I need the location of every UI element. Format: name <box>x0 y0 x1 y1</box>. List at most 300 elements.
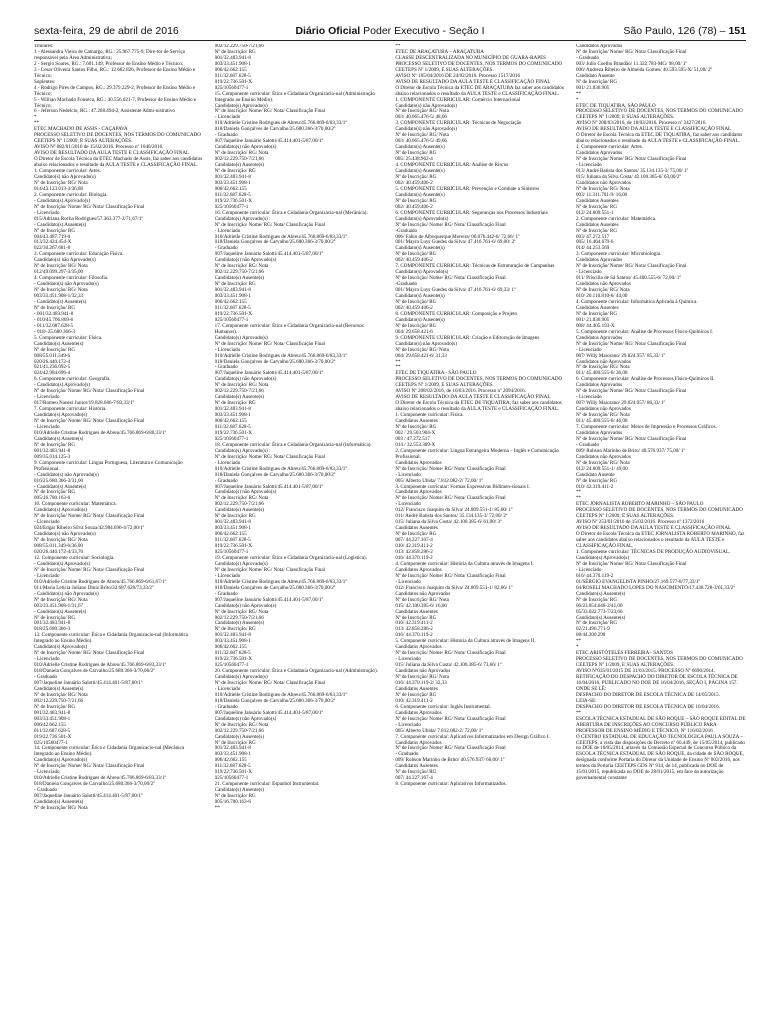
text-line: 010/Adrielle Cristine Rodrigues de Abreu/45.766.869-6/83,33/1º <box>214 352 347 359</box>
text-line: AVISO Nº 082/01/2016 de 15/02/2016. Processo nº 1040/2016. <box>34 144 164 151</box>
text-line: 008/55.011.349-6/36,00 <box>34 543 83 550</box>
text-line: 003/33.451.908-1/32,33 <box>34 293 84 300</box>
text-line: - Candidato(s) Aprovado(s) <box>34 197 91 204</box>
text-line: 019/22.736.501-X <box>214 197 253 204</box>
text-line: 001/32.483.941-8 <box>34 447 71 454</box>
text-line: 010/ 20.110.810-6/ 44,00 <box>575 293 628 300</box>
text-line: DESPACHO DO DIRETOR DE ESCOLA TÉCNICA DE 14/05/2015. <box>575 691 720 698</box>
text-line: Candidato(s) Ausente(s) <box>395 245 445 252</box>
text-line: 4. Componente curricular: História da Cultura através de Imagens I. <box>395 560 534 567</box>
text-line: - Graduado <box>214 477 238 484</box>
text-line: 010/Adrielle Cristine Rodrigues de Abreu/45.766.869-6/83,33/1º <box>214 233 347 240</box>
text-line: 2. Componente curricular: Língua Estrangeira Moderna – Inglês e Comunicação Profissional. <box>395 447 560 460</box>
text-line: 007/Jaqueline Januário Salotti/45.414.401-5/87,00/1º <box>214 709 324 716</box>
text-line: 025/10560477-1 <box>214 316 249 323</box>
text-line: 011/32.687.628-5 <box>214 537 251 544</box>
text-line: 4. Componente curricular: Informática Aplicada à Química. <box>575 298 698 305</box>
text-line: 022/30.267.681-8 <box>34 245 71 252</box>
text-line: 001/ 21.836.905 <box>575 84 610 91</box>
text-line: 008/ 44.405.193-X <box>575 322 615 329</box>
text-line: 018/25.680.366-3 <box>34 626 71 633</box>
text-line: - Licenciado <box>395 501 421 508</box>
text-line: AVISO DE RESULTADO DA AULA TESTE E CLASSIFICAÇÃO FINAL <box>34 150 190 157</box>
text-line: 012/49.099.297-3/35,00 <box>34 269 84 276</box>
text-line: Candidato(s) Ausente(s) <box>395 316 445 323</box>
text-line: Nº de Inscrição/ RG <box>575 78 618 85</box>
text-line: Nº de Inscrição/ Nome/ RG/ Nota/ Classificação Final <box>395 650 506 657</box>
text-line: - 001/32.483.941-8 <box>34 310 74 317</box>
text-line: Candidato(s) não Aprovado(s) <box>214 376 277 383</box>
text-line: 025/10560477-1 <box>214 775 249 782</box>
text-line: * <box>575 96 579 103</box>
text-line: 1. Componente curricular: Artes. <box>34 168 101 175</box>
text-line: Candidato(s) Ausente(s) <box>395 293 445 300</box>
text-line: 010/Adrielle Cristine Rodrigues de Abreu/45.766.869-6/83,33/1º <box>214 691 347 698</box>
text-line: 1. COMPONENTE CURRICULAR: Comércio Internacional <box>395 96 521 103</box>
text-line: - Candidato(s) Ausente(s) <box>34 298 87 305</box>
text-line: Nº de Inscrição/ Nome/ RG/ Nota/ Classificação Final <box>395 495 506 502</box>
text-line: Candidato(s) Aprovado(s) <box>214 215 268 222</box>
text-line: Candidato(s) Aprovado(s) <box>395 215 449 222</box>
text-line: - Graduado <box>575 441 600 448</box>
text-line: 002/12.229.750-7/21,66 <box>214 727 264 734</box>
text-line: 013/ André Batista dos Santos/ 35.134.135-3/ 75,00/ 1º <box>575 168 689 175</box>
column-3 <box>395 44 565 1016</box>
text-columns <box>34 44 746 1016</box>
text-line: Candidatos Aprovados <box>575 150 623 157</box>
text-line: 013/ 42.858.286-2 <box>395 549 433 556</box>
text-line: - 011/32.687.628-5 <box>34 322 74 329</box>
text-line: Nº de Inscrição/ RG <box>575 310 618 317</box>
text-line: Nº de Inscrição/ RG/ Nota <box>395 132 449 139</box>
text-line: 004/ 29.658.421-6 <box>395 328 433 335</box>
text-line: - Graduado <box>214 245 238 252</box>
text-line: Nº de Inscrição/ RG/ Nota <box>214 263 269 270</box>
text-line: - Graduado <box>214 364 238 371</box>
text-line: 5 - Willian Machado Fonseca, RG.: 40.556.021-7, Professor de Ensino Médio e Técnico; <box>34 96 197 109</box>
text-line: 002/12.229.750-7/21,66 <box>214 501 264 508</box>
text-line: 024/Edgar Ribeiro Silva Souza/42.984.696-4/72,00/1º <box>34 525 145 532</box>
text-line: Candidato(s) não Aprovado(s) <box>214 144 277 151</box>
text-line: Nº de Inscrição/ RG <box>214 793 256 800</box>
text-line: RETIFICAÇÃO DO DESPACHO DO DIRETOR DE ESCOLA TÉCNICA DE 16/04/2016, PUBLICADO NO DOE DE 16/04/2016, SEÇÃO I, PÁGINA 157. <box>575 674 738 686</box>
text-line: Suplentes: <box>34 78 56 85</box>
page-number: 151 <box>728 25 746 37</box>
text-line: - Licenciado <box>214 685 241 692</box>
text-line: - Candidato(s) não Aprovado(s) <box>34 471 99 478</box>
text-line: 001/32.483.941-8 <box>214 745 251 752</box>
text-line: AVISO DE RESULTADO DA AULA TESTE E CLASSIFICAÇÃO FINAL <box>395 394 551 401</box>
text-line: Nº de Inscrição/ RG <box>395 614 437 621</box>
text-line: ** <box>575 495 582 502</box>
text-line: 005/16.780.163-6 <box>34 495 71 502</box>
text-line: 1 - Alessandra Vieira de Camargo, RG.: 25.967.775-9, Dire-tor de Serviço responsável pela Área Administrativa; <box>34 48 186 61</box>
text-line: - Licenciado <box>34 394 60 401</box>
text-line: 009/35.014.125-3 <box>34 453 71 460</box>
text-line: 007/Jaqueline Januário Salotti/45.414.401-5/87,00/1º <box>214 596 324 603</box>
text-line: 01/SÉRGIO EVANGELISTA PINHO/27.169.577-8/77,33/1º <box>575 578 701 585</box>
text-line: AVISO DE RESULTADO DA AULA TESTE E CLASSIFICAÇÃO FINAL <box>575 126 732 133</box>
text-line: 003/33.451.908-1 <box>214 638 251 645</box>
text-line: 016/ 44.370.119-2 <box>575 572 614 579</box>
text-line: 18. Componente curricular: Ética e Cidadania Organizacio-nal (Informática). <box>214 441 372 448</box>
text-line: Candidatos Aprovados <box>395 709 442 716</box>
text-line: 010/Adrielle Cristine Rodrigues de Abreu/45.766.869-6/83,33/1º <box>214 578 347 585</box>
text-line: 010/ 42.319.411-2 <box>395 697 433 704</box>
text-line: 019/22.736.501-X <box>214 656 253 663</box>
text-line: - Licenciado <box>575 566 602 573</box>
text-line: - Licenciado <box>214 227 241 234</box>
text-line: - Licenciado <box>395 578 421 585</box>
text-line: 007/Jaqueline Januário Salotti/45.414.401-5/87,00/1º <box>214 251 324 258</box>
text-line: Candidato(s) Ausente(s) <box>214 394 265 401</box>
text-line: 018/Daniela Gonçalves de Carvalho/25.680.366-3/70,00/2º <box>214 697 336 704</box>
text-line: ETEC DE ARAÇATUBA – ARAÇATUBA <box>395 48 484 55</box>
text-line: 003/ 11.311.701-9/ 16,00 <box>575 191 628 198</box>
text-line: Candidatos Aprovados <box>575 257 623 264</box>
text-line: 6. COMPONENTE CURRICULAR: Seguranças nos Processos Industriais <box>395 209 548 216</box>
text-line: 2. Componente curricular: Matemática. <box>575 215 657 222</box>
text-line: 16. Componente curricular: Ética e Cidadania Organizacio-nal (Mecânica). <box>214 209 368 216</box>
text-line: Nº de Inscrição/ RG/ Nota <box>395 674 449 681</box>
text-line: 003/ 40.665.476-5/ 49,66 <box>395 138 447 145</box>
text-line: Nº de Inscrição/ RG/ Nota <box>34 287 88 294</box>
text-line: 002/12.229.750-7/21,66 <box>214 269 264 276</box>
text-line: Candidatos Aprovados <box>395 459 442 466</box>
text-line: Candidatos Ausentes <box>575 221 619 228</box>
text-line: 001/32.483.941-8 <box>34 709 71 716</box>
text-line: Nº de Inscrição/ RG/ Nota <box>395 346 449 353</box>
text-line: 018/Daniela Gonçalves de Carvalho/25.680.366-3/70,00/2º <box>214 584 336 591</box>
text-line: 002/ 40.459.406-2 <box>395 304 433 311</box>
text-line: Nº de Inscrição/ Nome/ RG/ Nota/ Classificação Final <box>575 340 687 347</box>
text-line: 012/ Francisco Joaquim da Silva/ 24.809.551-1/ 85,00/ 1º <box>395 507 513 514</box>
text-line: - Licenciado <box>214 459 241 466</box>
text-line: 003/ Julio Coelho Brandão/ 11.322.783-MG/ 98,00/ 1º <box>575 60 688 67</box>
text-line: 025/10560477-1 <box>214 549 249 556</box>
text-line: Nº de Inscrição/ Nome/ RG/ Nota/ Classificação Final <box>395 572 506 579</box>
text-line: Nº de Inscrição/ RG/ Nota <box>34 537 88 544</box>
text-line: Candidato(s) não Aprovado(s) <box>34 531 96 538</box>
text-line: 2 - Sergio Soares, RG.: 7.601.149, Professor de Ensino Médio e Técnico; <box>34 60 184 67</box>
text-line: * <box>34 114 37 121</box>
text-line: Nº de Inscrição/ Nome/ RG/ Nota/ Classificação Final <box>34 203 145 210</box>
text-line: 010/Adrielle Cristine Rodrigues de Abreu/45.766.869-6/83,33/1º <box>214 120 347 127</box>
text-line: - Licenciado <box>34 656 60 663</box>
text-line: 015/ Juliana da Silva Costa/ 42.100.385-6/ 73,66/ 1º <box>395 662 502 669</box>
text-line: Nº de Inscrição/ RG <box>395 769 437 776</box>
text-line: 018/Daniela Gonçalves de Carvalho/25.680.366-3/70,00/2º <box>214 471 336 478</box>
text-line: Candidato(s) Ausente(s) <box>214 275 265 282</box>
text-line: Nº de Inscrição/ RG/ Nota <box>214 608 269 615</box>
text-line: 3 - Cesar Oliveira Santos Filho, RG.: 12.682.826, Professor de Ensino Médio e Técnico; <box>34 66 196 79</box>
text-line: 008/55.011.349-6 <box>34 352 71 359</box>
text-line: 007/ Willy Maiorano/ 29.824.957/ 80,33/ 1º <box>575 400 666 407</box>
text-line: 002/ 40.459.406-2 <box>395 257 433 264</box>
text-line: - Graduado <box>575 54 600 61</box>
column-1 <box>34 44 204 1016</box>
text-line: Nº de Inscrição/ Nome/ RG/ Nota/ Classificação Final <box>395 275 506 282</box>
text-line: 012/ Francisco Joaquim da Silva/ 24.809.551-1/ 82,66/ 1º <box>395 584 513 591</box>
text-line: 019/22.736.501-X <box>214 310 253 317</box>
text-line: 019/22.736.501-X <box>214 543 253 550</box>
text-line: 001/32.483.941-8 <box>214 54 251 61</box>
text-line: Nº de Inscrição/ RG/ Nota <box>214 150 269 157</box>
text-line: Nº de Inscrição/ Nome/ RG/ Nota/ Classificação Final <box>34 418 145 425</box>
text-line: 20. Componente curricular: Ética e Cidadania Organizacio-nal (Administração). <box>214 668 378 675</box>
text-line: 6. Componente curricular: Análise de Processos Físico-Químicos II. <box>575 376 715 383</box>
text-line: DESPACHO DO DIRETOR DE ESCOLA TÉCNICA DE 16/04/2016. <box>575 703 720 710</box>
text-line: PROCESSO SELETIVO DE DOCENTES, NOS TERMOS DO COMUNICADO CEETEPS Nº 1/2009, E SUAS ALTERAÇÕES. <box>395 376 563 389</box>
text-line: 19. Componente curricular: Ética e Cidadania Organizacio-nal (Logística). <box>214 554 367 561</box>
text-line: PROCESSO SELETIVO DE DOCENTES, NOS TERMOS DO COMUNICADO CEETEPS Nº 1/2009, E SUAS ALTERAÇÕES. <box>395 60 563 73</box>
text-line: - Licenciado <box>575 162 602 169</box>
text-line: Nº de Inscrição/ RG <box>395 150 437 157</box>
text-line: 6 - Jeferson Nedelciu, RG.: 47.268.494-2, Assistente Admi-nistrativo <box>34 108 175 115</box>
text-line: 003/33.451.908-1 <box>214 525 251 532</box>
text-line: 020/26.440.172-4/33,70 <box>34 549 84 556</box>
text-line: Candidato(s) Aprovado(s) <box>575 554 630 561</box>
text-line: O Diretor de Escola Técnica da ETEC JORNALISTA ROBERTO MARINHO, faz saber aos candidatos abaixo relacionados o resultado da AULA TESTE e CLASSIFICAÇÃO FINAL. <box>575 531 745 550</box>
text-line: Nº de Inscrição/ Nome/ RG/ Nota/ Classificação Final <box>214 453 326 460</box>
text-line: Nº de Inscrição/ RG <box>214 626 256 633</box>
text-line: - Licenciado <box>214 114 241 121</box>
text-line: Candidatos Ausentes <box>395 763 438 770</box>
text-line: ETEC JORNALISTA ROBERTO MARINHO – SÃO PAULO <box>575 501 704 508</box>
text-line: Nº de Inscrição/ Nome/ RG/ Nota/ Classificação Final <box>575 435 687 442</box>
text-line: 005/ Alberto Ubida/ 7.812.082-2/ 72,00/ 1º <box>395 477 483 484</box>
text-line: Nº de Inscrição/ RG/ Nota <box>214 721 269 728</box>
text-line: Nº de Inscrição/ RG/ Nota <box>575 364 630 371</box>
text-line: - 018/-25.680.366-3 <box>34 328 75 335</box>
text-line: 6. Componente curricular: Geografia. <box>34 376 111 383</box>
text-line: 012/ 24.809.551-1 <box>575 209 614 216</box>
text-line: Candidatos Ausentes <box>575 304 619 311</box>
text-line: 016/25.680.366-3/31,00 <box>34 477 84 484</box>
text-line: 001/32.483.941-8 <box>214 173 251 180</box>
text-line: Candidato(s) Ausente(s) <box>395 191 445 198</box>
text-line: 011/32.687.628-5 <box>214 650 251 657</box>
text-line: Candidato(s) Aprovado(s) <box>395 269 449 276</box>
text-line: 006/42.662.155 <box>214 531 247 538</box>
text-line: Candidatos Aprovados <box>395 566 442 573</box>
text-line: Nº de Inscrição/ RG <box>575 227 618 234</box>
text-line: 018/Daniela Gonçalves de Carvalho/25.680.366-3/70,00/2º <box>214 358 336 365</box>
text-line: - Licenciado <box>214 346 241 353</box>
text-line: Candidato(s) Aprovado(s) <box>214 447 268 454</box>
text-line: 003/33.451.908-1 <box>214 293 251 300</box>
text-line: 4. Componente curricular: Filosofia. <box>34 275 109 282</box>
text-line: - Candidato(s) Aprovado(s) <box>34 560 91 567</box>
text-line: Nº de Inscrição/ RG <box>214 281 256 288</box>
text-line: 010/Adrielle Cristine Rodrigues de Abreu/45.766.869-6/83,33/1º <box>34 775 167 782</box>
text-line: 5. Componente curricular: Análise de Processos Físico-Químicos I. <box>575 328 714 335</box>
text-line: 011/ André Batista dos Santos/ 35.134.135-3/ 72,00/ 2º <box>395 513 508 520</box>
text-line: Candidatos não Aprovados <box>575 179 631 186</box>
text-line: Nº de Inscrição/ RG <box>214 48 256 55</box>
text-line: 016/ 44.370.119-2/ 32,33 <box>395 679 447 686</box>
text-line: 010/ 42.319.411-2 <box>395 620 433 627</box>
text-line: 001/ 21.836.905 <box>575 316 610 323</box>
text-line: 011/ 45.400.555-6/ 36,00 <box>575 370 628 377</box>
text-line: 013/32.424.454-X <box>34 239 72 246</box>
text-line: Candidato(s) não Aprovado(s) <box>34 257 96 264</box>
text-line: 7. Componente curricular: Aplicativos Informatizados em Design Gráfico I. <box>395 733 550 740</box>
text-line: 002/12.229.750-7/21,66 <box>34 697 84 704</box>
text-line: ESCOLA TÉCNICA ESTADUAL DE SÃO ROQUE – SÃO ROQUE EDITAL DE ABERTURA DE INSCRIÇÕES AO CONCURSO PÚBLICO PARA PROFESSOR DE ENSINO MÉDIO E TÉCNICO, Nº 116/02/2016 <box>575 715 746 734</box>
text-line: 007/ Willy Maiorano/ 29.824.957/ 85,33/ 1º <box>575 352 666 359</box>
text-line: 6. Componente curricular: Inglês Instrumental. <box>395 703 491 710</box>
text-line: - Licenciado <box>575 269 602 276</box>
text-line: 006/42.662.155 <box>214 757 247 764</box>
text-line: - Candidato(s) não Aprovado(s) <box>34 590 99 597</box>
text-line: 010/ 42.319.411-2 <box>575 483 614 490</box>
text-line: O CENTRO ESTADUAL DE EDUCAÇÃO TECNOLÓGICA PAULA SOUZA – CEETEPS, a vista das disposições do Decreto nº 60.449, de 15/05/2014, publicado no DOE de 16/05/2014, através da Comissão Especial de Concurso Público da ESCOLA TÉCNICA ESTADUAL DE SÃO ROQUE, da cidade de SÃO ROQUE, designada conforme Portaria do Diretor da Unidade de Ensino Nº 002/2016, nos termos da Portaria CEETEPS GDS Nº 914, de 14, publicada no DOE de 15/01/2015, republicada no DOE de 28/01/2015, em face da autorização governamental constante <box>575 733 745 782</box>
text-line: Candidato(s) Aprovado(s) <box>214 102 268 109</box>
text-line: 014/ 44.253.569 <box>575 245 610 252</box>
text-line: Candidatos Ausentes <box>395 525 438 532</box>
text-line: -Graduado <box>395 281 418 288</box>
text-line: Candidato(s) Ausente(s) <box>395 168 445 175</box>
text-line: 001/ Mayra Luys Guedes da Silva/ 47.416.761-6/ 69,33/ 1º <box>395 287 516 294</box>
text-line: Candidato(s) Ausente(s) <box>214 162 265 169</box>
text-line: 003/ 40.665.476-5/ 48,66 <box>395 114 447 121</box>
text-line: - Candidato(s) Ausente(s) <box>34 483 87 490</box>
text-line: Nº de Inscrição/ RG/ Nota <box>34 805 88 811</box>
text-line: Candidato(s) não Aprovado(s) <box>214 257 277 264</box>
text-line: 3. Componente curricular: Educação Física. <box>34 251 124 258</box>
text-line: O Diretor de Escola Técnica da ETEC DE ARAÇATUBA faz saber aos candidatos abaixo relacionados o resultado da AULA TESTE e CLASSIFICAÇÃO FINAL. <box>395 84 564 97</box>
text-line: Nº de Inscrição/ RG/ Nota <box>34 596 88 603</box>
text-line: - Licenciado <box>34 769 60 776</box>
text-line: 006/42.662.155 <box>214 298 247 305</box>
text-line: 10. Componente curricular: Matemática. <box>34 501 117 508</box>
text-line: 003/33.451.908-1 <box>214 60 251 67</box>
text-line: 1. Componente curricular: Física. <box>395 412 464 419</box>
text-line: 009/ Robson Marinho de Brito/ 40.576.937/ 75,00/ 1º <box>575 447 686 454</box>
text-line: 12. Componente curricular: Sociologia. <box>34 554 115 561</box>
text-line: Candidato(s) Aprovado(s) <box>214 334 268 341</box>
text-line: - Licenciado <box>395 471 421 478</box>
text-line: ETEC MACHADO DE ASSIS - CAÇAPAVA <box>34 126 128 133</box>
text-line: Candidatos não Aprovados <box>575 281 631 288</box>
text-line: 15. Componente curricular: Ética e Cidadania Organizacio-nal (Administração Integrado ao Ensino Médio). <box>214 90 375 103</box>
text-line: 011/32.687.628-5 <box>214 191 251 198</box>
text-line: Candidato(s) não Aprovado(s) <box>34 173 96 180</box>
text-line: - Graduado <box>34 787 58 794</box>
text-line: 025/10560477-1 <box>214 84 249 91</box>
text-line: Nº de Inscrição/ RG/ Nota <box>214 495 269 502</box>
text-line: 018/Daniela Gonçalves de Carvalho/25.680.366-3/70,00/2º <box>214 126 336 133</box>
text-line: 2. Componente curricular: Biologia. <box>34 191 108 198</box>
text-line: - Licenciado <box>34 209 60 216</box>
text-line: 005/ 25.438.962-4 <box>395 156 433 163</box>
text-line: Nº de Inscrição/ RG <box>34 489 76 496</box>
text-line: Nº de Inscrição/ Nome/ RG/ Nota/ Classificação Final <box>575 388 687 395</box>
text-line: Candidato(s) não Aprovado(s) <box>214 715 277 722</box>
text-line: 015/Adriana Rocha Rodrigues/57.363.377-2/71,67/1º <box>34 215 143 222</box>
text-line: O Diretor de Escola Técnica da ETEC DE TIQUATIRA, faz saber aos candidatos abaixo relacionados o resultado da AULA TESTE e CLASSIFICAÇÃO FINAL. <box>575 132 743 145</box>
text-line: Nº de Inscrição/ RG <box>214 400 256 407</box>
text-line: Nº de Inscrição/ RG <box>34 304 76 311</box>
text-line: Candidato(s) Aprovado(s) <box>34 644 88 651</box>
text-line: 002/12.229.750-7/21,66 <box>214 388 264 395</box>
text-line: -Graduado <box>395 227 418 234</box>
text-line: Candidato(s) não Aprovado(s) <box>395 340 457 347</box>
text-line: 4. COMPONENTE CURRICULAR: Análise de Riscos <box>395 162 509 169</box>
text-line: O Diretor de Escola Técnica da ETEC Machado de Assis, faz saber aos candidatos abaixo relacionados o resultado da AULA TESTE e CLASSIFICAÇÃO FINAL. <box>34 156 203 169</box>
issue-info: São Paulo, 126 (78) – <box>623 25 729 37</box>
text-line: CLASSE DESCENTRALIZADA NO MUNICÍPIO DE GUARA-RAPES <box>395 54 547 61</box>
text-line: - Graduado <box>214 132 238 139</box>
text-line: 010/Adrielle Cristine Rodrigues de Abreu/45.766.869-6/86,33/1º <box>34 429 167 436</box>
text-line: Candidatos Aprovados <box>395 644 442 651</box>
text-line: 001/32.483.941-8 <box>214 632 251 639</box>
text-line: 006/ Fabio de Albuquerque Moreira/ 00.076.442-6/ 72,66/ 1º <box>395 233 520 240</box>
text-line: - Graduado <box>395 751 419 758</box>
text-line: Candidato(s) Aprovado(s) <box>214 674 268 681</box>
text-line: Candidato(s) Ausente(s) <box>34 435 84 442</box>
text-line: 007/Jaqueline Januário Salotti/45.414.401-5/87,00/1º <box>214 138 324 145</box>
text-line: AVISO Nº035/01/2015 DE 31/03/2015. PROCESSO Nº 6690/2014. <box>575 668 715 675</box>
text-line: Nº de Inscrição/ RG <box>395 251 437 258</box>
text-line: 021/41.236.092-5 <box>34 364 71 371</box>
text-line: 019/22.736.501-X <box>34 733 72 740</box>
text-line: Nº de Inscrição/ RG/ Nota <box>395 596 449 603</box>
text-line: 006/42.662.155 <box>214 185 247 192</box>
text-line: Candidato(s) Aprovado(s) <box>214 560 268 567</box>
text-line: Candidato Ausente <box>575 471 615 478</box>
text-line: 020/26.440.172-4 <box>34 358 71 365</box>
text-line: ETEC ARISTÓTELES FERREIRA - SANTOS <box>575 650 673 657</box>
text-line: Candidatos Aprovados <box>575 382 623 389</box>
text-line: O Diretor de Escola Técnica da ETEC DE TIQUATIRA, faz saber aos candidatos abaixo relacionados o resultado da AULA TESTE e CLASSIFICAÇÃO FINAL. <box>395 400 562 413</box>
text-line: Candidatos Aprovados <box>575 334 623 341</box>
text-line: Candidato(s) Aprovado(s) <box>34 757 88 764</box>
text-line: ETEC DE TIQUATIRA, SÃO PAULO <box>575 102 656 109</box>
text-line: Candidato(s) Aprovado(s) <box>34 507 88 514</box>
text-line: Nº de Inscrição/ RG <box>214 739 256 746</box>
text-line: Nº de Inscrição/ RG <box>575 203 618 210</box>
text-line: LEIA-SE: <box>575 697 597 704</box>
text-line: - Licenciado <box>575 346 602 353</box>
journal-section: Poder Executivo - Seção I <box>360 25 485 37</box>
text-line: 011/32.687.628-5 <box>214 424 251 430</box>
text-line: - Licenciado <box>575 394 602 401</box>
text-line: Nº de Inscrição/ RG/ Nota <box>395 108 449 115</box>
text-line: Nº de Inscrição/ RG <box>214 513 256 520</box>
text-line: Nº de Inscrição/ Nome/ RG/ Nota/ Classificação Final <box>34 650 145 657</box>
text-line: - 010/45.766.869-6 <box>34 316 74 323</box>
text-line: 1. Componente curricular: Artes. <box>575 144 643 151</box>
text-line: Nº de Inscrição/ Nome/ RG/ Nota/ Classificação Final <box>395 745 506 752</box>
text-line: - Candidato(s) Ausente(s) <box>34 608 87 615</box>
page-header <box>34 24 746 41</box>
text-line: 018/Daniela Gonçalves de Carvalho/25.680.366-3/70,00/2º <box>34 781 155 788</box>
text-line: Nº de Inscrição/ RG <box>395 173 437 180</box>
text-line: Candidato(s) Ausente(s) <box>214 507 265 514</box>
text-line: 005/ 16.464.679-6 <box>575 239 614 246</box>
text-line: Nº de Inscrição/ RG <box>34 614 76 621</box>
text-line: Candidatos Ausentes <box>575 197 619 204</box>
text-line: Nº de Inscrição/ RG/ Nota <box>214 382 269 389</box>
text-line: - Licenciado <box>34 519 60 526</box>
text-line: Candidato(s) Ausente(s) <box>214 787 265 794</box>
text-line: 003 / 47.272.517 <box>395 435 430 442</box>
text-line: 005/ Alberto Ubida/ 7.812.082-2/ 72,00/ 1º <box>395 727 483 734</box>
text-line: Nº de Inscrição/ RG <box>575 620 618 627</box>
text-line: Candidatos não Aprovados <box>575 406 631 413</box>
